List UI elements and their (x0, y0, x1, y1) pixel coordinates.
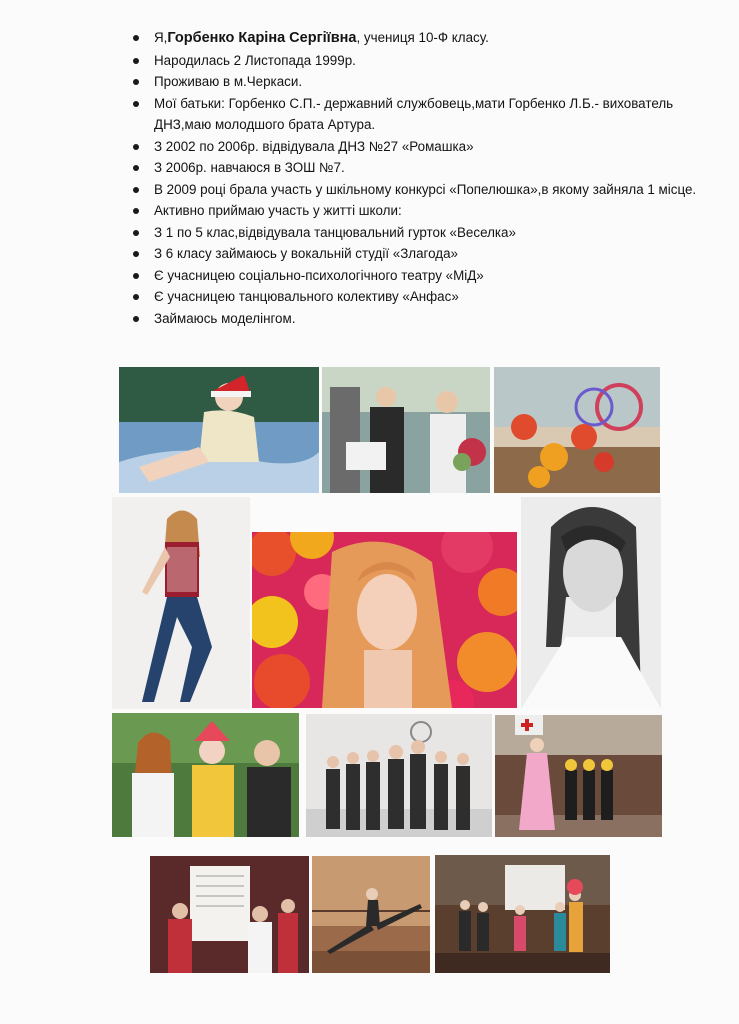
bio-item-modeling: Займаюсь моделінгом. (126, 308, 706, 330)
photo-model-portrait-bw (521, 497, 661, 709)
photo-school-first-day (322, 367, 490, 493)
bio-item-dance-team: Є учасницею танцювального колективу «Анфас» (126, 286, 706, 308)
photo-kindergarten-costumes (494, 367, 660, 493)
bio-intro-suffix: , учениця 10-Ф класу. (356, 30, 489, 45)
photo-model-full-length (112, 497, 250, 709)
photo-stage-performance (495, 715, 662, 837)
bio-item-school: З 2006р. навчаюся в ЗОШ №7. (126, 157, 706, 179)
bio-item-theatre: Є учасницею соціально-психологічного театру «МіД» (126, 265, 706, 287)
bio-item-kindergarten: З 2002 по 2006р. відвідувала ДНЗ №27 «Ромашка» (126, 136, 706, 158)
bio-item-school-life: Активно приймаю участь у житті школи: (126, 200, 706, 222)
photo-childhood-santa-hat (119, 367, 319, 493)
bio-item-birth: Народилась 2 Листопада 1999р. (126, 50, 706, 72)
photo-dance-split (312, 856, 430, 973)
bio-item-vocal-studio: З 6 класу займаюсь у вокальній студії «Злагода» (126, 243, 706, 265)
photo-costume-performers (112, 713, 299, 837)
bio-item-contest: В 2009 році брала участь у шкільному конкурсі «Попелюшка»,в якому зайняла 1 місце. (126, 179, 706, 201)
photo-stage-group (435, 855, 610, 973)
bio-item-intro (126, 27, 706, 50)
bio-item-residence: Проживаю в м.Черкаси. (126, 71, 706, 93)
bio-item-parents: Мої батьки: Горбенко С.П.- державний службовець,мати Горбенко Л.Б.- вихователь ДНЗ,маю молодшого брата Артура. (126, 93, 706, 136)
student-name: Горбенко Каріна Сергіївна (167, 30, 357, 46)
bio-intro-prefix: Я, (154, 30, 168, 45)
photo-group-event (306, 714, 492, 837)
photo-model-flowers (252, 532, 517, 708)
bio-list (126, 27, 706, 329)
photo-poster-presentation (150, 856, 309, 973)
bio-item-dance-club: З 1 по 5 клас,відвідувала танцювальний гурток «Веселка» (126, 222, 706, 244)
